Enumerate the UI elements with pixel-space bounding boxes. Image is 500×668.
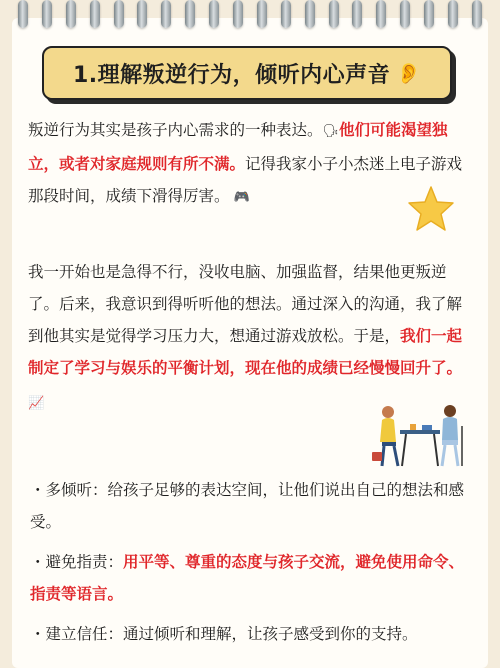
tip-build-trust-label: ・建立信任：: [30, 625, 124, 643]
tip-avoid-blame-text: 用平等、尊重的态度与孩子交流，避免使用命令、指责等语言。: [30, 553, 465, 603]
star-icon: [406, 184, 456, 234]
intro-highlight: 他们可能渴望独立，或者对家庭规则有所不满。: [28, 121, 448, 173]
speaking-head-icon: 🗣: [322, 124, 340, 139]
page-title: 1.理解叛逆行为，倾听内心声音: [72, 62, 391, 88]
tip-avoid-blame: [30, 546, 474, 610]
tip-avoid-blame-label: ・避免指责：: [30, 553, 124, 571]
chart-up-icon: 📈: [28, 396, 45, 411]
tip-listen-text: 给孩子足够的表达空间，让他们说出自己的想法和感受。: [30, 481, 465, 531]
story-text: 我一开始也是急得不行，没收电脑、加强监督，结果他更叛逆了。后来，我意识到得听听他的想法。通过深入的沟通，我了解到他其实是觉得学习压力大，想通过游戏放松。于是，: [28, 263, 463, 345]
intro-story: 记得我家小子小杰迷上电子游戏那段时间，成绩下滑得厉害。: [28, 155, 463, 205]
ear-icon: 👂: [396, 61, 422, 85]
tip-build-trust-text: 通过倾听和理解，让孩子感受到你的支持。: [123, 625, 418, 643]
binding-rings: [18, 0, 482, 30]
tip-listen: [30, 474, 474, 538]
story-highlight: 我们一起制定了学习与娱乐的平衡计划，现在他的成绩已经慢慢回升了。: [28, 327, 463, 377]
game-controller-icon: 🎮: [229, 190, 250, 205]
title-banner: [42, 46, 452, 100]
conversation-illustration: [370, 400, 470, 470]
tip-listen-label: ・多倾听：: [30, 481, 108, 499]
tip-build-trust: [30, 618, 474, 650]
paragraph-story: [28, 256, 474, 420]
intro-text: 叛逆行为其实是孩子内心需求的一种表达。: [28, 121, 323, 139]
